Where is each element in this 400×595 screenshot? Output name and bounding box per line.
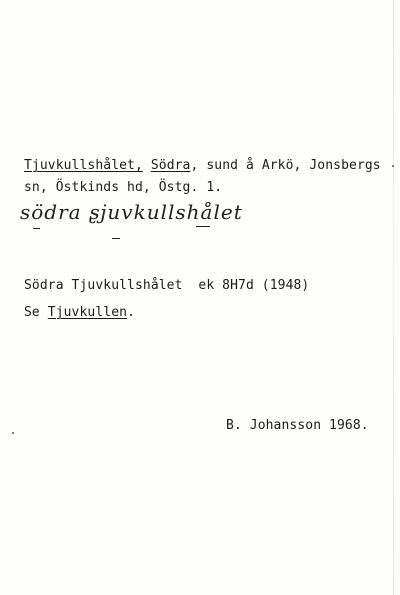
signature: B. Johansson 1968. (226, 418, 369, 433)
handwriting-mark (33, 228, 40, 229)
source-line: Södra Tjuvkullshålet ek 8H7d (1948) (24, 278, 310, 293)
handwriting-mark (112, 238, 120, 239)
card-edge (393, 0, 394, 595)
cross-reference-period: . (127, 305, 135, 320)
handwritten-pronunciation: södra ʂjuvkullshålet (20, 200, 243, 224)
location-line: sn, Östkinds hd, Östg. 1. (24, 180, 223, 195)
place-subname: Södra (150, 158, 191, 173)
speck (392, 165, 394, 167)
cross-reference-line (24, 305, 135, 320)
heading-line (24, 158, 381, 173)
place-description: , sund å Arkö, Jonsbergs (190, 158, 381, 173)
see-label: Se (24, 305, 48, 320)
place-name: Tjuvkullshålet, (24, 158, 143, 173)
handwriting-mark (196, 226, 210, 227)
speck (12, 432, 14, 434)
cross-reference-link[interactable]: Tjuvkullen (47, 305, 128, 320)
